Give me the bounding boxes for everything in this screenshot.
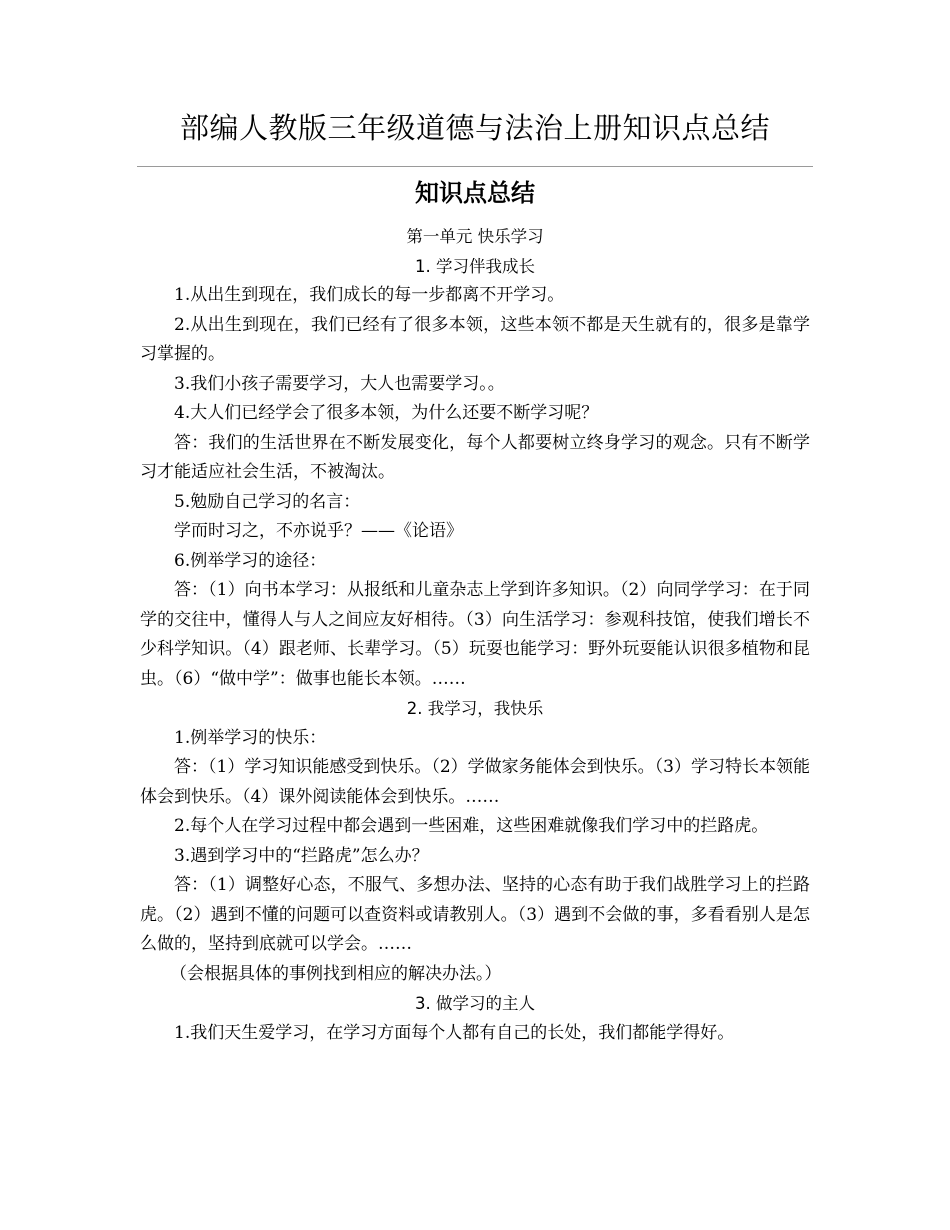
paragraph: 1.我们天生爱学习，在学习方面每个人都有自己的长处，我们都能学得好。 [174, 1022, 735, 1043]
paragraph: 4.大人们已经学会了很多本领，为什么还要不断学习呢？ [174, 403, 599, 423]
paragraph: 6.例举学习的途径： [174, 550, 327, 571]
answer-paragraph: 答：我们的生活世界在不断发展变化，每个人都要树立终身学习的观念。只有不断学习才能适应社会生活，不被淘汰。 [140, 432, 810, 482]
lesson-heading: 1. 学习伴我成长 [415, 256, 535, 276]
paragraph: 3.遇到学习中的“拦路虎”怎么办？ [174, 845, 429, 866]
note-paragraph: （会根据具体的事例找到相应的解决办法。） [170, 963, 502, 984]
paragraph: 2.从出生到现在，我们已经有了很多本领，这些本领不都是天生就有的，很多是靠学习掌握的。 [140, 314, 810, 364]
paragraph: 2.每个人在学习过程中都会遇到一些困难，这些困难就像我们学习中的拦路虎。 [174, 816, 769, 836]
document-title: 部编人教版三年级道德与法治上册知识点总结 [179, 111, 770, 145]
section-title: 知识点总结 [415, 179, 535, 207]
answer-paragraph: 答：（1）调整好心态，不服气、多想办法、坚持的心态有助于我们战胜学习上的拦路虎。（2）遇到不懂的问题可以查资料或请教别人。（3）遇到不会做的事，多看看别人是怎么做的，坚持到底就可以学会。…… [140, 875, 810, 954]
paragraph: 1.从出生到现在，我们成长的每一步都离不开学习。 [174, 285, 565, 305]
lesson-heading: 2. 我学习，我快乐 [406, 699, 544, 718]
paragraph: 5.勉励自己学习的名言： [174, 491, 361, 512]
paragraph: 3.我们小孩子需要学习，大人也需要学习。。 [174, 373, 505, 394]
quote-paragraph: 学而时习之，不亦说乎？——《论语》 [174, 521, 463, 541]
title-divider [137, 166, 813, 167]
unit-title: 第一单元 快乐学习 [406, 227, 544, 246]
paragraph: 1.例举学习的快乐： [174, 727, 327, 748]
document-body [140, 172, 810, 1048]
answer-paragraph: 答：（1）向书本学习：从报纸和儿童杂志上学到许多知识。（2）向同学学习：在于同学的交往中，懂得人与人之间应友好相待。（3）向生活学习：参观科技馆，使我们增长不少科学知识。（4）跟老师、长辈学习。（5）玩耍也能学习：野外玩耍能认识很多植物和昆虫。（6）“做中学”：做事也能长本领。…… [140, 580, 810, 689]
lesson-heading: 3. 做学习的主人 [415, 994, 535, 1013]
answer-paragraph: 答：（1）学习知识能感受到快乐。（2）学做家务能体会到快乐。（3）学习特长本领能体会到快乐。（4）课外阅读能体会到快乐。…… [140, 757, 810, 807]
